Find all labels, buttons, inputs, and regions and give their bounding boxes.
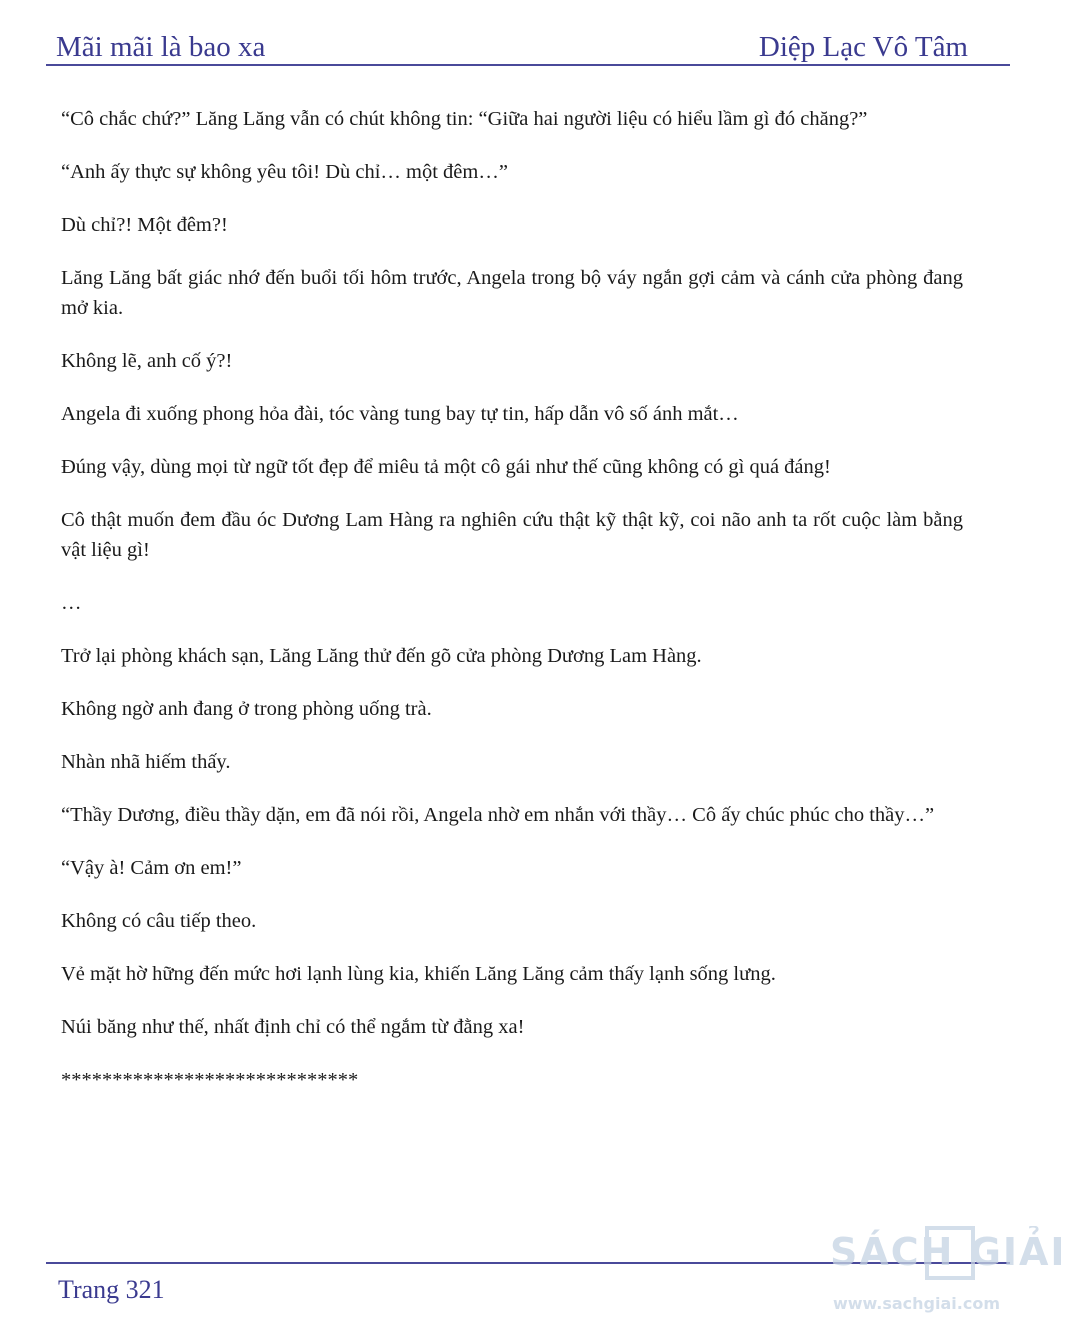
page-header xyxy=(56,24,968,64)
paragraph: Dù chỉ?! Một đêm?! xyxy=(61,214,228,236)
header-divider xyxy=(46,64,1010,66)
paragraph: “Vậy à! Cảm ơn em!” xyxy=(61,857,242,879)
book-author: Diệp Lạc Vô Tâm xyxy=(758,31,968,63)
watermark-url: www.sachgiai.com xyxy=(832,1294,1000,1313)
paragraph: Trở lại phòng khách sạn, Lăng Lăng thử đến gõ cửa phòng Dương Lam Hàng. xyxy=(61,645,702,667)
paragraph: “Anh ấy thực sự không yêu tôi! Dù chỉ… một đêm…” xyxy=(61,161,508,183)
section-separator: ***************************** xyxy=(61,1069,359,1091)
paragraph: “Cô chắc chứ?” Lăng Lăng vẫn có chút không tin: “Giữa hai người liệu có hiểu lầm gì đó chăng?” xyxy=(61,108,868,130)
paragraph: Angela đi xuống phong hỏa đài, tóc vàng tung bay tự tin, hấp dẫn vô số ánh mắt… xyxy=(61,403,739,425)
paragraph: Lăng Lăng bất giác nhớ đến buổi tối hôm trước, Angela trong bộ váy ngắn gợi cảm và cánh cửa phòng đang mở kia. xyxy=(61,267,963,319)
paragraph: Núi băng như thế, nhất định chỉ có thể ngắm từ đằng xa! xyxy=(61,1016,525,1038)
paragraph: Cô thật muốn đem đầu óc Dương Lam Hàng ra nghiên cứu thật kỹ thật kỹ, coi não anh ta rốt cuộc làm bằng vật liệu gì! xyxy=(61,509,963,561)
paragraph: Không có câu tiếp theo. xyxy=(61,910,257,932)
watermark-brand: SÁCH GIẢI xyxy=(830,1230,1067,1274)
page-body xyxy=(61,104,963,1118)
paragraph: Không ngờ anh đang ở trong phòng uống trà. xyxy=(61,698,432,720)
page-number: Trang 321 xyxy=(58,1275,165,1304)
book-title: Mãi mãi là bao xa xyxy=(56,31,266,63)
paragraph: Đúng vậy, dùng mọi từ ngữ tốt đẹp để miêu tả một cô gái như thế cũng không có gì quá đáng! xyxy=(61,456,831,478)
paragraph-ellipsis: … xyxy=(61,592,82,614)
watermark-logo xyxy=(818,1222,1067,1322)
paragraph: Không lẽ, anh cố ý?! xyxy=(61,350,233,372)
paragraph: Vẻ mặt hờ hững đến mức hơi lạnh lùng kia, khiến Lăng Lăng cảm thấy lạnh sống lưng. xyxy=(61,963,776,985)
paragraph: Nhàn nhã hiếm thấy. xyxy=(61,751,231,773)
paragraph: “Thầy Dương, điều thầy dặn, em đã nói rồi, Angela nhờ em nhắn với thầy… Cô ấy chúc phúc cho thầy…” xyxy=(61,804,935,826)
